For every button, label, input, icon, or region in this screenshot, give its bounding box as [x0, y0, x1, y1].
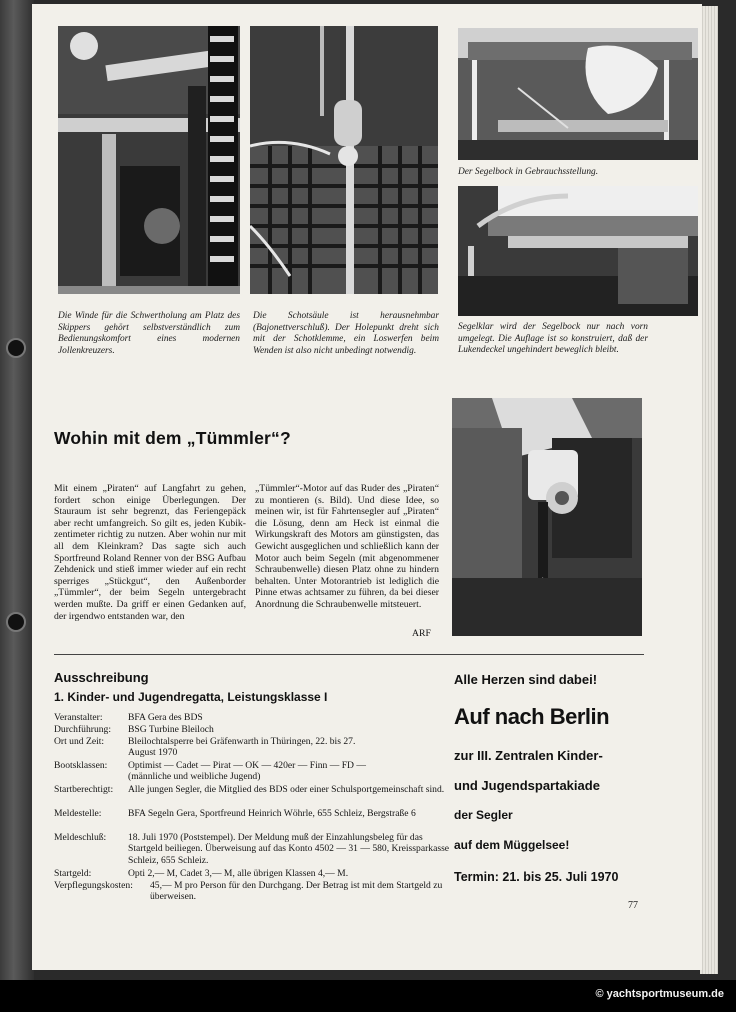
photo-sail-rack-use: [458, 28, 698, 160]
advert-line-6: auf dem Müggelsee!: [454, 838, 570, 852]
article-column-2: „Tümmler“-Motor auf das Ruder des „Piraten“ zu montieren (s. Bild). Und diese Idee, so meinen wir, ist für Fahrtensegler auf „Piraten“ die Lösung, denn am Heck ist einmal die Wirkungskraft des Motors am günstigsten, das Gewicht ausgeglichen und schließlich kann der Motor auch beim Segeln (mit abgenommener Schraubenwelle) diesen Platz ohne zu hindern behalten. Unter Motorantrieb ist lediglich die Pinne etwas achtsamer zu führen, da bei dieser Anordnung die Schraubenwelle mitsteuert.: [255, 483, 439, 610]
advert-date: Termin: 21. bis 25. Juli 1970: [454, 870, 619, 884]
photo-sail-rack-folded: [458, 186, 698, 316]
info-value: Opti 2,— M, Cadet 3,— M, alle übrigen Klassen 4,— M.: [128, 868, 349, 879]
info-value: Optimist — Cadet — Pirat — OK — 420er — Finn — FD — (männliche und weibliche Jugend): [128, 760, 366, 783]
photo-outboard-motor: [452, 398, 642, 636]
advert-line-4: und Jugendspartakiade: [454, 778, 600, 793]
info-value: BFA Gera des BDS: [128, 712, 203, 723]
info-value: 45,— M pro Person für den Durchgang. Der Betrag ist mit dem Startgeld zu überweisen.: [150, 880, 443, 903]
info-value: BFA Segeln Gera, Sportfreund Heinrich Wöhrle, 655 Schleiz, Bergstraße 6: [128, 808, 416, 819]
caption-winch: Die Winde für die Schwertholung am Platz des Skippers gehört selbstverständlich zum Bedienungskomfort eines modernen Jollenkreuzers.: [58, 311, 240, 356]
info-label: Ort und Zeit:: [54, 736, 105, 747]
info-value: Bleilochtalsperre bei Gräfenwarth in Thüringen, 22. bis 27. August 1970: [128, 736, 356, 759]
info-label: Bootsklassen:: [54, 760, 108, 771]
info-label: Startgeld:: [54, 868, 92, 879]
info-value: Alle jungen Segler, die Mitglied des BDS oder einer Schulsportgemeinschaft sind.: [128, 784, 445, 795]
announcement-subheading: 1. Kinder- und Jugendregatta, Leistungsklasse I: [54, 690, 328, 704]
caption-sheet-post: Die Schotsäule ist herausnehmbar (Bajonettverschluß). Der Holepunkt dreht sich mit der Schotklemme, ein Loswerfen beim Wenden ist also nicht unbedingt notwendig.: [253, 311, 439, 356]
info-label: Verpflegungskosten:: [54, 880, 133, 891]
advert-line-3: zur III. Zentralen Kinder-: [454, 748, 603, 763]
article-column-1: Mit einem „Piraten“ auf Langfahrt zu gehen, fordert schon einige Überlegungen. Der Stauraum ist sehr begrenzt, das Feriengepäck aber recht umfangreich. So gilt es, jeden Kubikzentimeter richtig zu nutzen. Aber wohin nur mit all dem Kleinkram? Das sagte sich auch Sportfreund Roland Renner von der BSG Aufbau Zehdenick und stieß immer wieder auf ein recht sperriges „Stückgut“, den Außenborder „Tümmler“, der beim Segeln untergebracht werden mußte. Da griff er einen Gedanken auf, der irgendwo entstanden war, den: [54, 483, 246, 622]
advert-line-1: Alle Herzen sind dabei!: [454, 672, 598, 687]
info-label: Meldeschluß:: [54, 832, 107, 843]
page-stack-edge: [700, 6, 718, 974]
section-divider: [54, 654, 644, 655]
advert-line-5: der Segler: [454, 808, 513, 822]
advert-headline: Auf nach Berlin: [454, 704, 610, 729]
info-label: Veranstalter:: [54, 712, 103, 723]
info-value: BSG Turbine Bleiloch: [128, 724, 214, 735]
photo-sheet-post: [250, 26, 438, 294]
caption-sail-rack-use: Der Segelbock in Gebrauchsstellung.: [458, 167, 599, 177]
photo-winch: [58, 26, 240, 294]
binder-hole: [6, 338, 26, 358]
info-label: Meldestelle:: [54, 808, 102, 819]
binder-spine: [0, 0, 34, 1012]
info-label: Durchführung:: [54, 724, 112, 735]
binder-hole: [6, 612, 26, 632]
page-number: 77: [628, 900, 638, 911]
announcement-heading: Ausschreibung: [54, 670, 149, 685]
article-signature: ARF: [412, 628, 431, 639]
info-label: Startberechtigt:: [54, 784, 114, 795]
caption-sail-rack-folded: Segelklar wird der Segelbock nur nach vorn umgelegt. Die Auflage ist so konstruiert, daß der Lukendeckel ungehindert beweglich bleibt.: [458, 322, 648, 355]
article-title: Wohin mit dem „Tümmler“?: [54, 428, 291, 448]
copyright-watermark: © yachtsportmuseum.de: [595, 988, 724, 1000]
info-value: 18. Juli 1970 (Poststempel). Der Meldung muß der Einzahlungsbeleg für das Startgeld beiliegen. Überweisung auf das Konto 4502 — 31 — 580, Kreissparkasse Schleiz, 655 Schleiz.: [128, 832, 450, 866]
